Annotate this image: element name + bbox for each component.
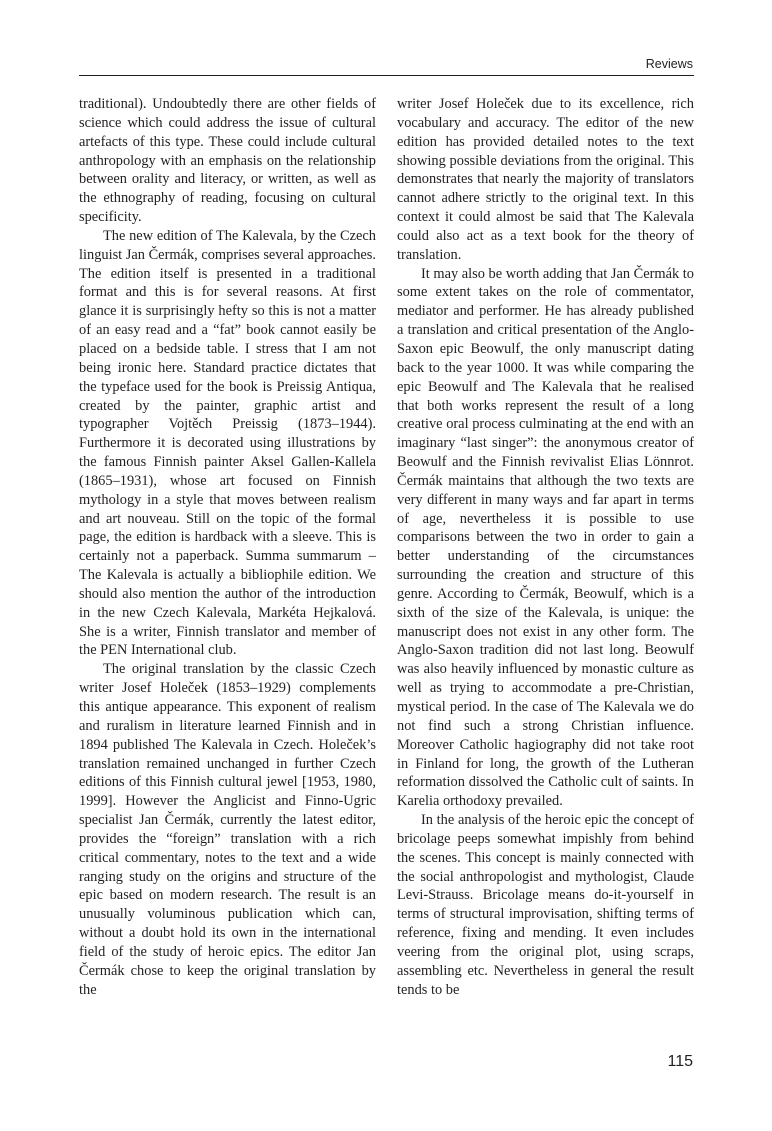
page-number: 115	[667, 1053, 693, 1070]
paragraph: The original translation by the classic Czech writer Josef Holeček (1853–1929) complements this antique appearance. This exponent of realism and ruralism in literature learned Finnish and in 1894 published The Kalevala in Czech. Holeček’s translation remained unchanged in further Czech editions of this Finnish cultural jewel [1953, 1980, 1999]. However the Anglicist and Finno-Ugric specialist Jan Čermák, currently the latest editor, provides the “foreign” translation with a rich critical commentary, notes to the text and a wide ranging study on the origins and structure of the epic based on modern research. The result is an unusually voluminous publication which can, without a doubt hold its own in the international field of the study of heroic epics. The editor Jan Čermák chose to keep the original translation by the	[79, 661, 376, 998]
paragraph: The new edition of The Kalevala, by the Czech linguist Jan Čermák, comprises several approaches. The edition itself is presented in a traditional format and this is for several reasons. At first glance it is surprisingly hefty so this is not a matter of an easy read and a “fat” book cannot easily be placed on a bedside table. I stress that I am not being ironic here. Standard practice dictates that the typeface used for the book is Preissig Antiqua, created by the painter, graphic artist and typographer Vojtěch Preissig (1873–1944). Furthermore it is decorated using illustrations by the famous Finnish painter Aksel Gallen-Kallela (1865–1931), whose art focused on Finnish mythology in a style that moves between realism and art nouveau. Still on the topic of the formal page, the edition is hardback with a sleeve. This is certainly not a paperback. Summa summarum – The Kalevala is actually a bibliophile edition. We should also mention the author of the introduction in the new Czech Kalevala, Markéta Hejkalová. She is a writer, Finnish translator and member of the PEN International club.	[79, 227, 376, 659]
paragraph: writer Josef Holeček due to its excellence, rich vocabulary and accuracy. The editor of the new edition has provided detailed notes to the text showing possible deviations from the original. This demonstrates that nearly the majority of translators cannot adhere strictly to the original text. In this context it could almost be said that The Kalevala could also act as a text book for the theory of translation.	[397, 96, 694, 263]
running-header-label: Reviews	[645, 57, 693, 71]
paragraph: In the analysis of the heroic epic the concept of bricolage peeps somewhat impishly from behind the scenes. This concept is mainly connected with the social anthropologist and mythologist, Claude Levi-Strauss. Bricolage means do-it-yourself in terms of structural improvisation, shifting terms of reference, fixing and mending. It even includes veering from the original plot, using scraps, assembling etc. Nevertheless in general the result tends to be	[397, 812, 694, 998]
header-rule	[79, 75, 694, 76]
right-column	[397, 95, 694, 1000]
left-column	[79, 95, 376, 1000]
paragraph: It may also be worth adding that Jan Čermák to some extent takes on the role of commentator, mediator and performer. He has already published a translation and critical presentation of the Anglo-Saxon epic Beowulf, the only manuscript dating back to the year 1000. It was while comparing the epic Beowulf and The Kalevala that he realised that both works represent the result of a long creative oral process culminating at the end with an imaginary “last singer”: the anonymous creator of Beowulf and the Finnish revivalist Elias Lönnrot. Čermák maintains that although the two texts are very different in many ways and far apart in terms of age, nevertheless it is possible to use comparisons between the two in order to gain a better understanding of the circumstances surrounding the creation and structure of this genre. According to Čermák, Beowulf, which is a sixth of the size of the Kalevala, is unique: the manuscript does not exist in any other form. The Anglo-Saxon tradition did not last long. Beowulf was also heavily influenced by monastic culture as well as trying to accommodate a pre-Christian, mystical period. In the case of The Kalevala we do not find such a strong Christian influence. Moreover Catholic hagiography did not take root in Finland for long, the growth of the Lutheran reformation dissolved the Catholic cult of saints. In Karelia orthodoxy prevailed.	[397, 265, 694, 810]
paragraph: traditional). Undoubtedly there are other fields of science which could address the issue of cultural artefacts of this type. These could include cultural anthropology with an emphasis on the relationship between orality and literacy, or written, as well as the ethnography of reading, focusing on cultural specificity.	[79, 96, 376, 226]
